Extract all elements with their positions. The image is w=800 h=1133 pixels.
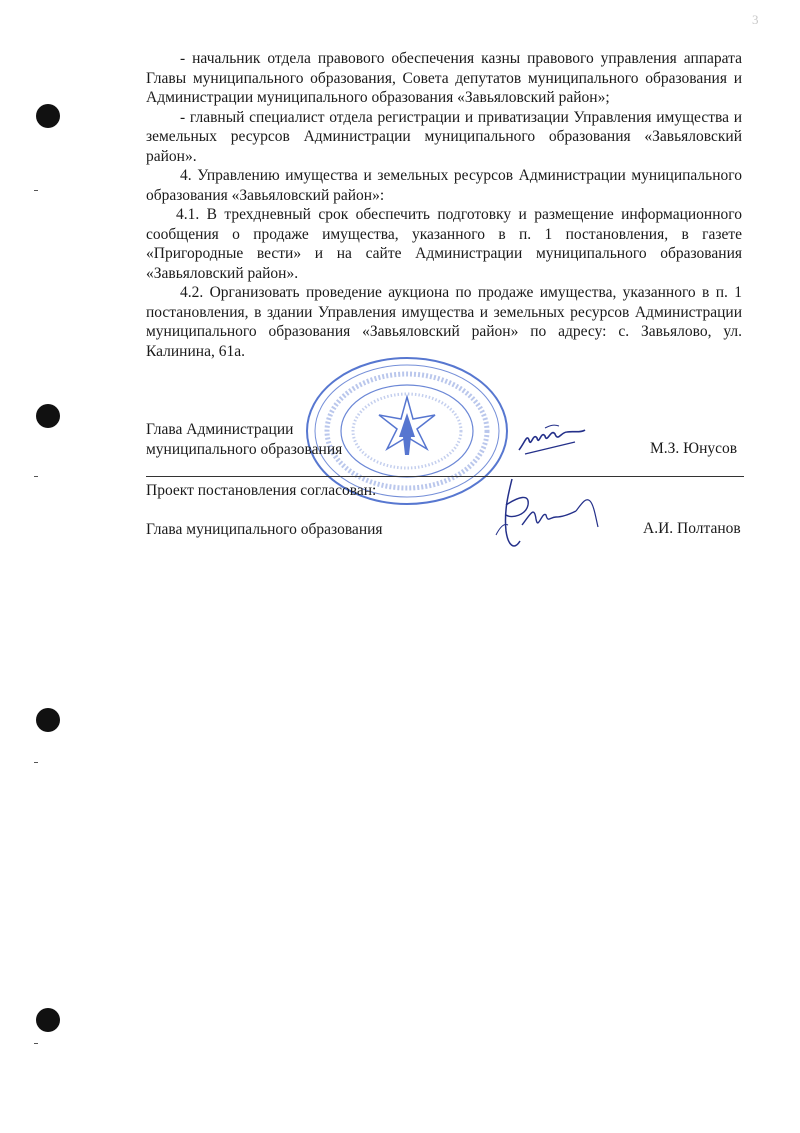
page-number-mark: 3	[752, 12, 761, 27]
margin-tick	[34, 762, 38, 763]
margin-tick	[34, 190, 38, 191]
paragraph-specialist: - главный специалист отдела регистрации и приватизации Управления имущества и земельных ресурсов Администрации муниципального образования «Завьяловский район».	[146, 108, 742, 165]
punch-hole	[36, 708, 60, 732]
paragraph-item-4-1: 4.1. В трехдневный срок обеспечить подготовку и размещение информационного сообщения о продаже имущества, указанного в п. 1 постановления, в газете «Пригородные вести» и на сайте Администрации муниципального образования «Завьяловский район».	[146, 206, 742, 282]
margin-tick	[34, 1043, 38, 1044]
document-body	[146, 49, 742, 361]
signature-yunusov	[515, 420, 587, 465]
separator-line	[146, 476, 744, 477]
punch-hole	[36, 104, 60, 128]
paragraph-item-4-2: 4.2. Организовать проведение аукциона по продаже имущества, указанного в п. 1 постановления, в здании Управления имущества и земельных ресурсов Администрации муниципального образования «Завьяловский район» по адресу: с. Завьялово, ул. Калинина, 61а.	[146, 284, 742, 360]
head-admin-title: Глава Администрации муниципального образования	[146, 421, 343, 458]
paragraph-lawyer: - начальник отдела правового обеспечения казны правового управления аппарата Главы муниципального образования, Совета депутатов муниципального образования и Администрации муниципального образования «Завьяловский район»;	[146, 50, 742, 106]
punch-hole	[36, 1008, 60, 1032]
margin-tick	[34, 476, 38, 477]
head-mo-name: А.И. Полтанов	[643, 520, 741, 537]
head-admin-name: М.З. Юнусов	[650, 440, 738, 457]
head-mo-title: Глава муниципального образования	[146, 521, 383, 538]
punch-hole	[36, 404, 60, 428]
signature-poltanov	[490, 475, 605, 560]
agreement-note: Проект постановления согласован:	[146, 482, 377, 499]
paragraph-item-4: 4. Управлению имущества и земельных ресурсов Администрации муниципального образования «Завьяловский район»:	[146, 167, 742, 204]
